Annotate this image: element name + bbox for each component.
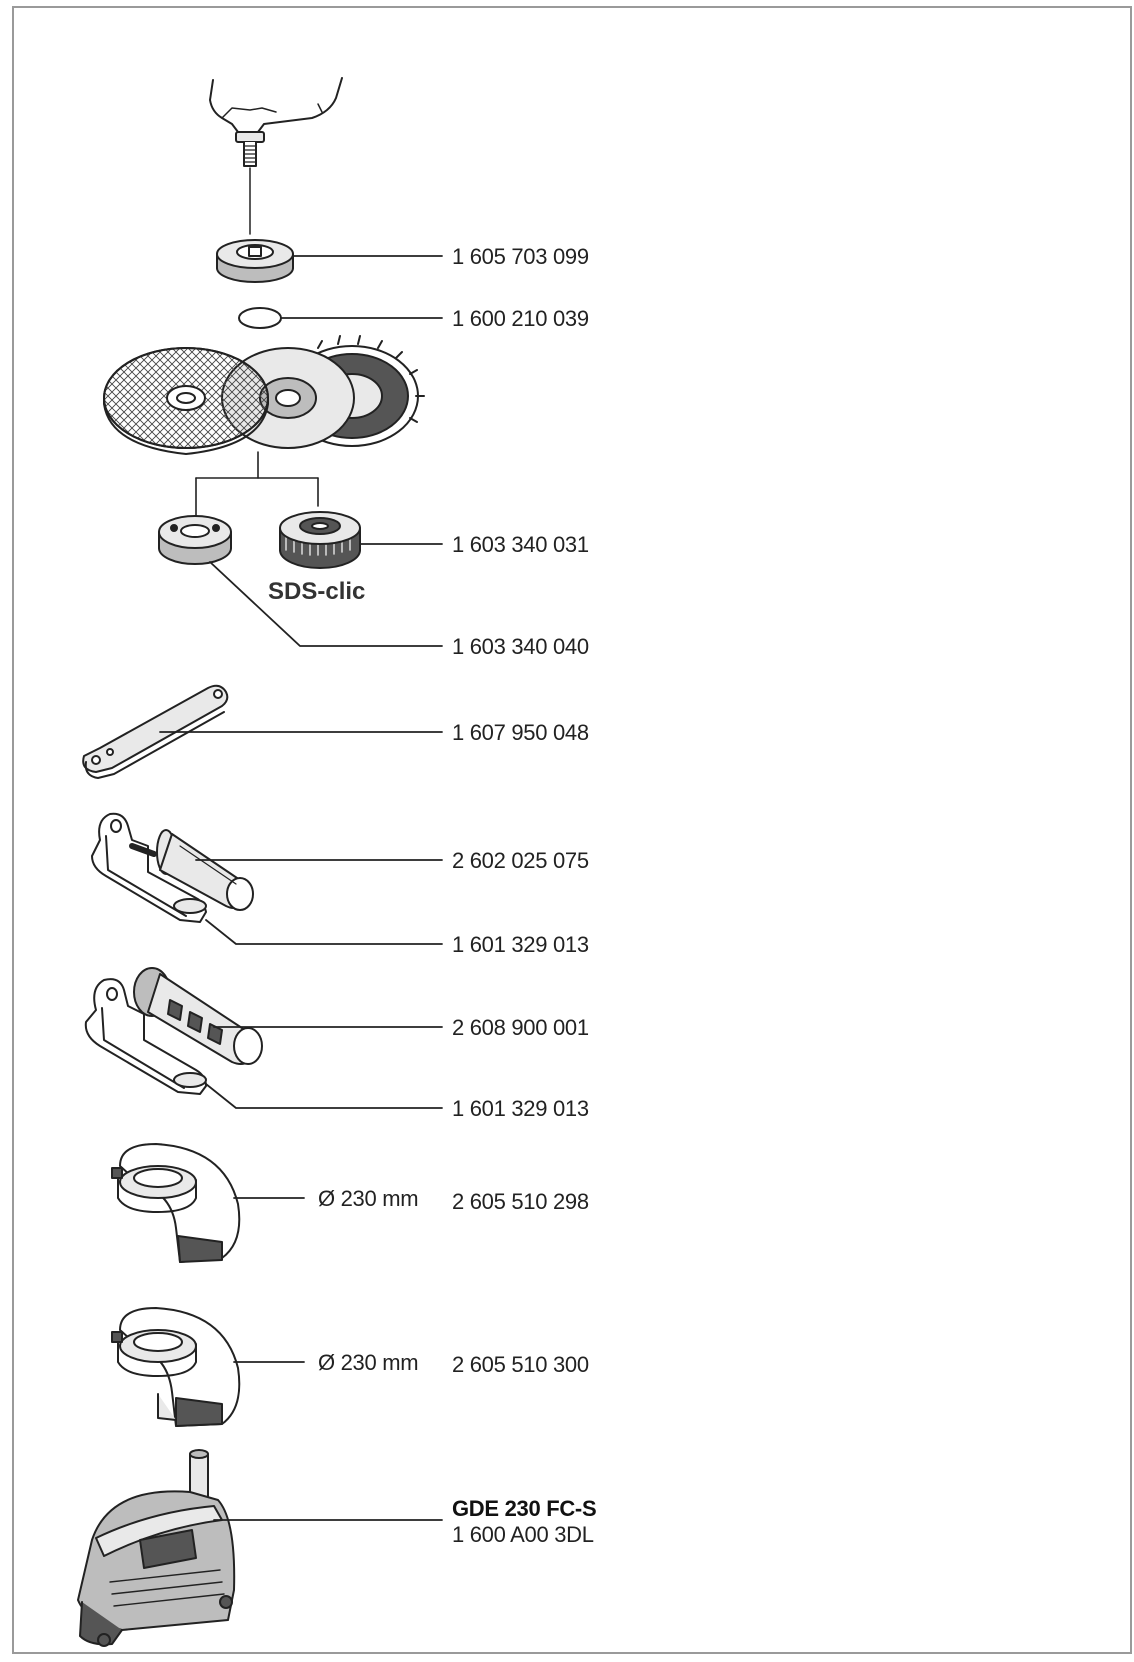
part-number-label: 1 603 340 040 xyxy=(452,634,589,659)
part-number-label: 1 600 A00 3DL xyxy=(452,1522,594,1547)
model-label: GDE 230 FC-S xyxy=(452,1496,597,1521)
o-ring-icon xyxy=(239,308,281,328)
vibration-control-handle-icon xyxy=(86,968,262,1094)
part-number-label: 1 605 703 099 xyxy=(452,244,589,269)
grinding-discs-icon xyxy=(104,336,424,516)
part-number-label: 2 605 510 298 xyxy=(452,1189,589,1214)
part-number-label: 2 602 025 075 xyxy=(452,848,589,873)
part-number-label: 2 605 510 300 xyxy=(452,1352,589,1377)
extraction-guard-icon xyxy=(78,1450,234,1646)
part-number-label: 1 601 329 013 xyxy=(452,1096,589,1121)
guard-1-icon xyxy=(112,1144,239,1262)
part-number-label: 2 608 900 001 xyxy=(452,1015,589,1040)
sds-clic-label: SDS-clic xyxy=(268,578,366,605)
sds-clic-nut-icon xyxy=(280,512,360,568)
part-number-label: 1 607 950 048 xyxy=(452,720,589,745)
clamping-flange-icon xyxy=(217,240,293,282)
side-handle-icon xyxy=(92,814,253,922)
part-number-label: 1 601 329 013 xyxy=(452,932,589,957)
grinder-spindle-head-icon xyxy=(210,78,342,234)
guard-2-icon xyxy=(112,1308,239,1426)
part-number-label: 1 603 340 031 xyxy=(452,532,589,557)
diameter-label: Ø 230 mm xyxy=(318,1350,419,1375)
diameter-label: Ø 230 mm xyxy=(318,1186,419,1211)
clamping-nut-icon xyxy=(159,516,231,564)
part-number-label: 1 600 210 039 xyxy=(452,306,589,331)
